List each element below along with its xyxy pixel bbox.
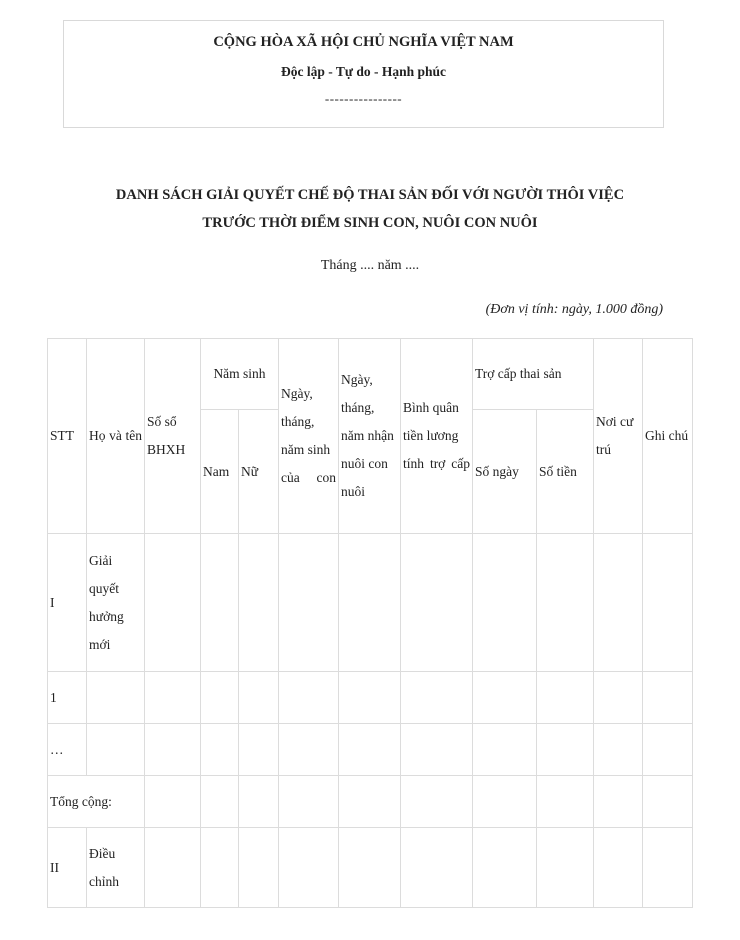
row-stt: II	[48, 828, 87, 908]
header-so-bhxh: Số sổ BHXH	[145, 339, 201, 534]
cell	[594, 534, 643, 672]
row-name	[87, 724, 145, 776]
cell	[239, 672, 279, 724]
row-stt: …	[48, 724, 87, 776]
cell	[239, 776, 279, 828]
table-row	[48, 672, 693, 724]
header-separator: ----------------	[324, 91, 403, 106]
cell	[473, 672, 537, 724]
header-noi-cu-tru: Nơi cư trú	[594, 339, 643, 534]
row-name: Giải quyết hưởng mới	[87, 534, 145, 672]
cell	[401, 724, 473, 776]
title-line-2: TRƯỚC THỜI ĐIỂM SINH CON, NUÔI CON NUÔI	[202, 215, 538, 231]
cell	[537, 776, 594, 828]
benefit-table	[47, 338, 693, 908]
header-nam: Nam	[201, 410, 239, 534]
row-stt: I	[48, 534, 87, 672]
cell	[401, 672, 473, 724]
cell	[537, 724, 594, 776]
cell	[594, 724, 643, 776]
header-nam-sinh: Năm sinh	[201, 339, 279, 410]
cell	[339, 828, 401, 908]
cell	[239, 828, 279, 908]
cell	[401, 776, 473, 828]
cell	[201, 828, 239, 908]
table-header-row-1	[48, 339, 693, 410]
cell	[201, 776, 239, 828]
header-so-tien: Số tiền	[537, 410, 594, 534]
total-row	[48, 776, 693, 828]
nation-title: CỘNG HÒA XÃ HỘI CHỦ NGHĨA VIỆT NAM	[213, 34, 514, 50]
header-ho-ten: Họ và tên	[87, 339, 145, 534]
cell	[339, 534, 401, 672]
cell	[401, 828, 473, 908]
row-name	[87, 672, 145, 724]
cell	[279, 534, 339, 672]
cell	[473, 534, 537, 672]
document-title	[0, 181, 740, 237]
table-row	[48, 828, 693, 908]
cell	[401, 534, 473, 672]
row-name: Điều chỉnh	[87, 828, 145, 908]
cell	[594, 776, 643, 828]
cell	[145, 534, 201, 672]
header-ngay-nhan-nuoi: Ngày, tháng, năm nhận nuôi con nuôi	[339, 339, 401, 534]
header-nu: Nữ	[239, 410, 279, 534]
cell	[473, 776, 537, 828]
cell	[239, 724, 279, 776]
cell	[201, 724, 239, 776]
unit-note: (Đơn vị tính: ngày, 1.000 đồng)	[485, 302, 663, 317]
cell	[643, 828, 693, 908]
cell	[594, 828, 643, 908]
cell	[643, 724, 693, 776]
cell	[339, 776, 401, 828]
total-label: Tổng cộng:	[48, 776, 145, 828]
cell	[643, 672, 693, 724]
cell	[145, 724, 201, 776]
cell	[537, 534, 594, 672]
cell	[339, 672, 401, 724]
cell	[643, 776, 693, 828]
cell	[239, 534, 279, 672]
table-row	[48, 534, 693, 672]
cell	[279, 672, 339, 724]
header-ngay-sinh-con: Ngày, tháng, năm sinh của con	[279, 339, 339, 534]
table-row	[48, 724, 693, 776]
cell	[279, 724, 339, 776]
cell	[594, 672, 643, 724]
header-tro-cap: Trợ cấp thai sản	[473, 339, 594, 410]
cell	[339, 724, 401, 776]
cell	[279, 828, 339, 908]
cell	[145, 828, 201, 908]
title-line-1: DANH SÁCH GIẢI QUYẾT CHẾ ĐỘ THAI SẢN ĐỐI VỚI NGƯỜI THÔI VIỆC	[115, 187, 625, 203]
cell	[537, 672, 594, 724]
header-stt: STT	[48, 339, 87, 534]
cell	[537, 828, 594, 908]
month-year-line: Tháng .... năm ....	[320, 258, 420, 273]
national-motto: Độc lập - Tự do - Hạnh phúc	[280, 64, 447, 79]
cell	[201, 534, 239, 672]
cell	[473, 828, 537, 908]
cell	[473, 724, 537, 776]
header-ghi-chu: Ghi chú	[643, 339, 693, 534]
cell	[201, 672, 239, 724]
cell	[643, 534, 693, 672]
row-stt: 1	[48, 672, 87, 724]
cell	[145, 672, 201, 724]
header-so-ngay: Số ngày	[473, 410, 537, 534]
cell	[279, 776, 339, 828]
national-header	[63, 20, 664, 128]
cell	[145, 776, 201, 828]
header-binh-quan: Bình quân tiền lương tính trợ cấp	[401, 339, 473, 534]
